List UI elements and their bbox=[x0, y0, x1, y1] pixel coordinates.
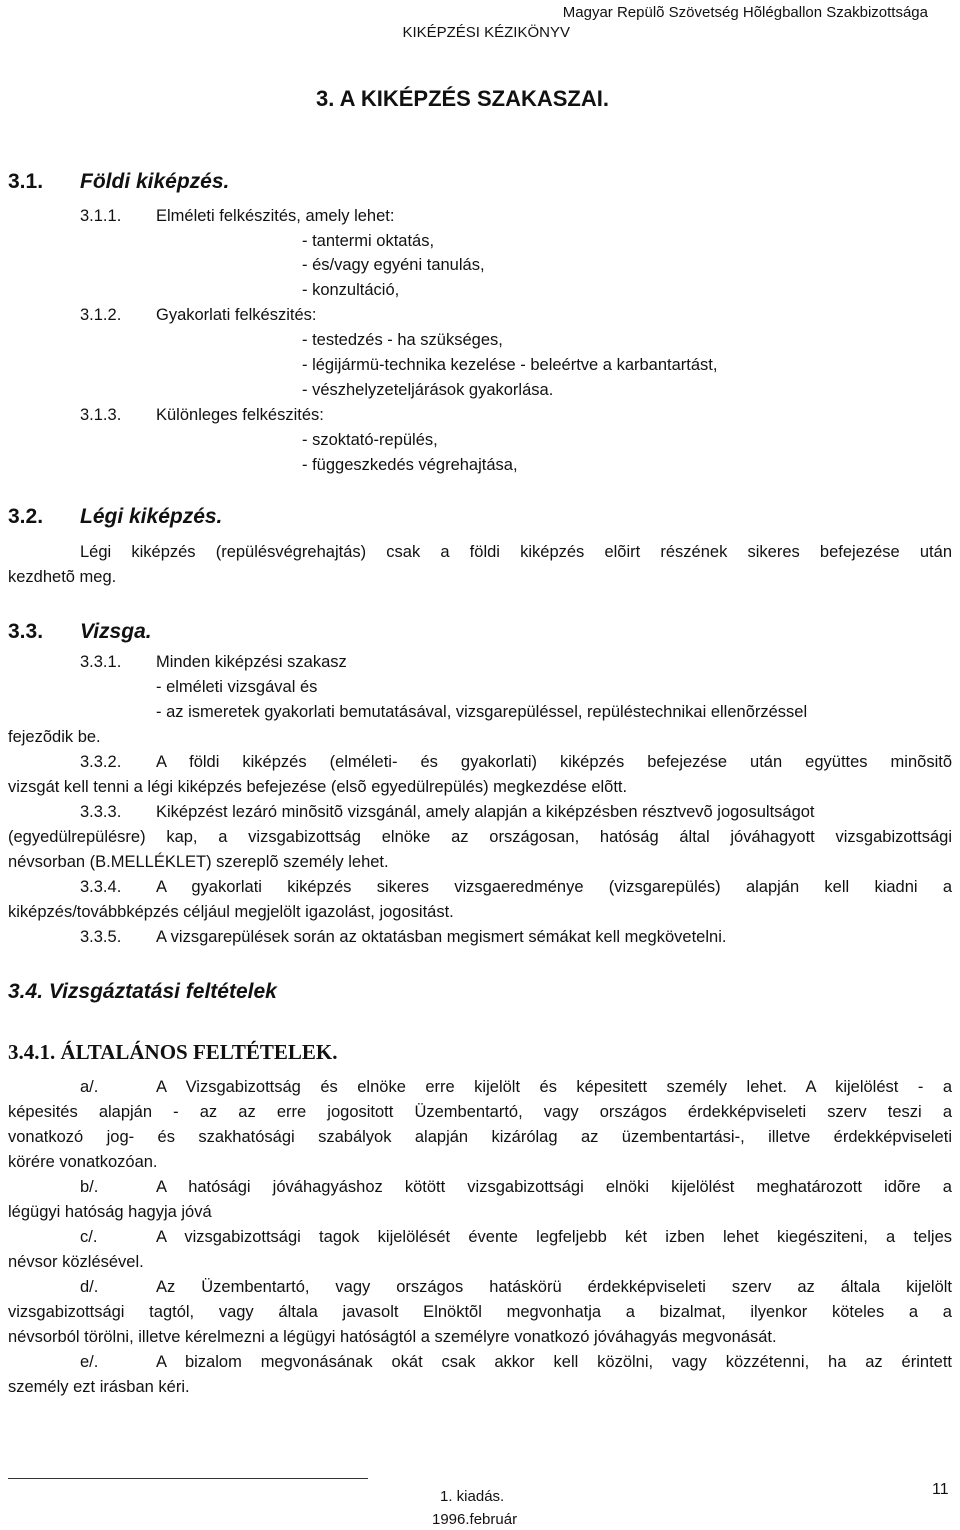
footer-date: 1996.február bbox=[432, 1511, 518, 1528]
list-item: - szoktató-repülés, bbox=[302, 431, 438, 449]
paragraph-line: fejezõdik be. bbox=[8, 728, 101, 746]
item-3-3-5 bbox=[80, 928, 726, 947]
section-3-3-heading bbox=[8, 620, 152, 644]
item-number: 3.1.2. bbox=[80, 306, 122, 324]
list-item: - légijármü-technika kezelése - beleértve a karbantartást, bbox=[302, 356, 718, 374]
item-text: Különleges felkészités: bbox=[156, 406, 324, 424]
item-a bbox=[80, 1078, 952, 1097]
paragraph-line: névsorban (B.MELLÉKLET) szereplõ személy lehet. bbox=[8, 853, 389, 871]
section-title: Légi kiképzés. bbox=[80, 505, 223, 528]
item-number: a/. bbox=[80, 1078, 99, 1096]
paragraph-line: körére vonatkozóan. bbox=[8, 1153, 158, 1171]
paragraph-line: személy ezt irásban kéri. bbox=[8, 1378, 190, 1396]
item-text: Elméleti felkészités, amely lehet: bbox=[156, 207, 395, 225]
list-item: - konzultáció, bbox=[302, 281, 400, 299]
list-item: - vészhelyzeteljárások gyakorlása. bbox=[302, 381, 554, 399]
item-3-3-4 bbox=[80, 878, 952, 897]
list-item: - és/vagy egyéni tanulás, bbox=[302, 256, 485, 274]
item-number: 3.3.5. bbox=[80, 928, 122, 946]
item-3-3-3 bbox=[80, 803, 815, 822]
section-3-2-heading bbox=[8, 505, 222, 529]
paragraph-line: (egyedülrepülésre) kap, a vizsgabizottság elnöke az országosan, hatóság által jóváhagyott vizsgabizottsági bbox=[8, 828, 952, 846]
list-item: - testedzés - ha szükséges, bbox=[302, 331, 503, 349]
item-c bbox=[80, 1228, 952, 1247]
paragraph-line: A Vizsgabizottság és elnöke erre kijelölt és képesitett személy lehet. A kijelölést - a bbox=[156, 1078, 952, 1096]
item-b bbox=[80, 1178, 952, 1197]
item-number: 3.3.3. bbox=[80, 803, 122, 821]
item-e bbox=[80, 1353, 952, 1372]
footer-edition: 1. kiadás. bbox=[440, 1488, 505, 1505]
item-number: 3.3.4. bbox=[80, 878, 122, 896]
list-item: - függeszkedés végrehajtása, bbox=[302, 456, 518, 474]
section-title: Vizsga. bbox=[80, 620, 152, 643]
footer-rule bbox=[8, 1478, 368, 1479]
item-text: Minden kiképzési szakasz bbox=[156, 653, 347, 671]
item-3-3-1 bbox=[80, 653, 347, 672]
paragraph-line: vonatkozó jog- és szakhatósági szabályok alapján kizárólag az üzembentartási-, illetve érdekképviseleti bbox=[8, 1128, 952, 1146]
list-item: - elméleti vizsgával és bbox=[156, 678, 318, 696]
header-org: Magyar Repülõ Szövetség Hõlégballon Szakbizottsága bbox=[562, 4, 928, 21]
item-d bbox=[80, 1278, 952, 1297]
item-3-3-2 bbox=[80, 753, 952, 772]
item-number: 3.1.1. bbox=[80, 207, 122, 225]
section-number: 3.2. bbox=[8, 505, 44, 528]
section-number: 3.3. bbox=[8, 620, 44, 643]
section-3-4-heading: 3.4. Vizsgáztatási feltételek bbox=[8, 980, 277, 1003]
paragraph-line: vizsgát kell tenni a légi kiképzés befejezése (elsõ egyedülrepülés) megkezdése elõtt. bbox=[8, 778, 628, 796]
page-number: 11 bbox=[932, 1481, 949, 1498]
item-text: Gyakorlati felkészités: bbox=[156, 306, 317, 324]
item-number: b/. bbox=[80, 1178, 99, 1196]
paragraph-line: névsor közlésével. bbox=[8, 1253, 144, 1271]
paragraph-line: A gyakorlati kiképzés sikeres vizsgaeredménye (vizsgarepülés) alapján kell kiadni a bbox=[156, 878, 952, 896]
chapter-title: 3. A KIKÉPZÉS SZAKASZAI. bbox=[316, 86, 609, 111]
paragraph-line: A bizalom megvonásának okát csak akkor kell közölni, vagy közzétenni, ha az érintett bbox=[156, 1353, 952, 1371]
paragraph-line: vizsgabizottsági tagtól, vagy általa javasolt Elnöktõl megvonhatja a bizalmat, ilyenkor köteles a a bbox=[8, 1303, 952, 1321]
paragraph-line: képesités alapján - az az erre jogositott Üzembentartó, vagy országos érdekképviseleti szerv teszi a bbox=[8, 1103, 952, 1121]
item-number: e/. bbox=[80, 1353, 99, 1371]
paragraph-line: A vizsgarepülések során az oktatásban megismert sémákat kell megkövetelni. bbox=[156, 928, 727, 946]
item-3-1-1 bbox=[80, 207, 394, 226]
header-manual: KIKÉPZÉSI KÉZIKÖNYV bbox=[402, 24, 570, 41]
item-3-1-3 bbox=[80, 406, 324, 425]
section-title: Földi kiképzés. bbox=[80, 170, 230, 193]
subsection-3-4-1-heading: 3.4.1. ÁLTALÁNOS FELTÉTELEK. bbox=[8, 1040, 338, 1064]
item-number: 3.3.2. bbox=[80, 753, 122, 771]
paragraph-line: Kiképzést lezáró minõsitõ vizsgánál, amely alapján a kiképzésben résztvevõ jogosultságot bbox=[156, 803, 815, 821]
paragraph-line: A hatósági jóváhagyáshoz kötött vizsgabizottsági elnöki kijelölést meghatározott idõre a bbox=[156, 1178, 952, 1196]
list-item: - tantermi oktatás, bbox=[302, 232, 435, 250]
paragraph-line: Légi kiképzés (repülésvégrehajtás) csak a földi kiképzés elõirt részének sikeres befejezése után bbox=[80, 543, 952, 561]
item-number: 3.1.3. bbox=[80, 406, 122, 424]
item-3-1-2 bbox=[80, 306, 316, 325]
paragraph-line: kiképzés/továbbképzés céljául megjelölt igazolást, jogositást. bbox=[8, 903, 454, 921]
paragraph-line: A vizsgabizottsági tagok kijelölését évente legfeljebb két izben lehet kiegésziteni, a teljes bbox=[156, 1228, 952, 1246]
section-3-1-heading bbox=[8, 170, 229, 194]
paragraph-line: névsorból törölni, illetve kérelmezni a légügyi hatóságtól a személyre vonatkozó jóváhagyás megvonását. bbox=[8, 1328, 777, 1346]
item-number: c/. bbox=[80, 1228, 98, 1246]
paragraph-line: légügyi hatóság hagyja jóvá bbox=[8, 1203, 212, 1221]
item-number: 3.3.1. bbox=[80, 653, 122, 671]
paragraph-line: kezdhetõ meg. bbox=[8, 568, 117, 586]
paragraph-line: A földi kiképzés (elméleti- és gyakorlati) kiképzés befejezése után együttes minõsitõ bbox=[156, 753, 952, 771]
paragraph-line: Az Üzembentartó, vagy országos hatáskörü érdekképviseleti szerv az általa kijelölt bbox=[156, 1278, 952, 1296]
list-item: - az ismeretek gyakorlati bemutatásával, vizsgarepüléssel, repüléstechnikai ellenõrzéssel bbox=[156, 703, 808, 721]
section-number: 3.1. bbox=[8, 170, 44, 193]
item-number: d/. bbox=[80, 1278, 99, 1296]
